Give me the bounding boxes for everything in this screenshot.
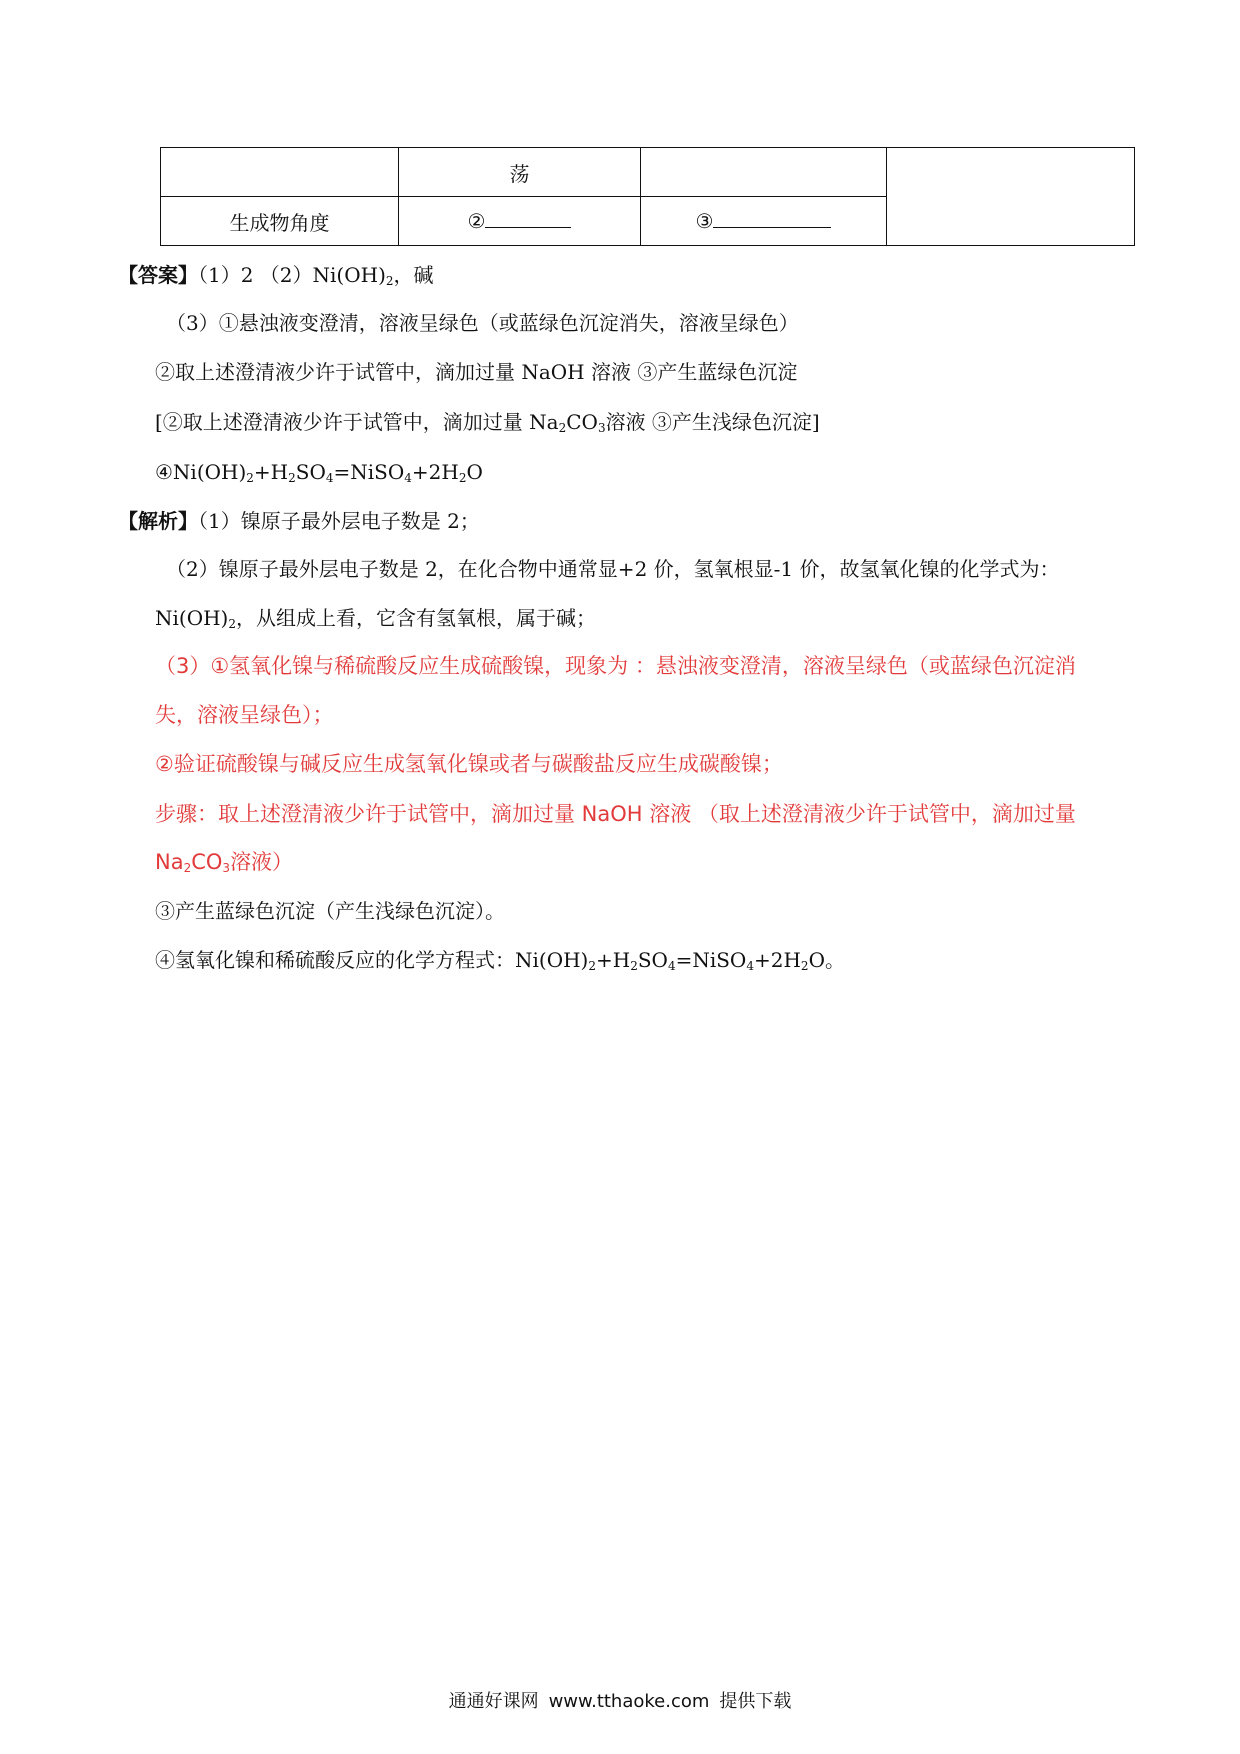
analysis-line-2: （2）镍原子最外层电子数是 2，在化合物中通常显+2 价，氢氧根显-1 价，故氢氧化镍的化学式为：	[166, 557, 1060, 581]
analysis-red-line-4: 步骤：取上述澄清液少许于试管中，滴加过量 NaOH 溶液 （取上述澄清液少许于试管中，滴加过量	[155, 802, 1076, 826]
fill-blank[interactable]	[485, 226, 571, 228]
analysis-line-1: 【解析】（1）镍原子最外层电子数是 2；	[118, 509, 480, 533]
table-cell-blank: ③	[641, 197, 887, 246]
footer-site-name: 通通好课网	[448, 1691, 539, 1712]
table-row	[161, 148, 1135, 197]
analysis-label: 【解析】	[118, 509, 198, 533]
analysis-red-line-5: $Na_2CO_3$溶液）	[155, 850, 294, 875]
answer-line-1: 【答案】（1）2 $(2)Ni(OH)_2$，碱	[118, 263, 434, 288]
page-footer	[0, 1687, 1240, 1713]
table-cell-label: 生成物角度	[161, 197, 399, 246]
answer-line-4: [②取上述澄清液少许于试管中，滴加过量 $Na_2CO_3$溶液 ③产生浅绿色沉淀]	[155, 410, 820, 435]
analysis-line-5: ④氢氧化镍和稀硫酸反应的化学方程式：$Ni(OH)_2+H_2SO_4=NiSO_4+2H_2O$。	[155, 948, 845, 973]
analysis-line-3: $Ni(OH)_2$，从组成上看，它含有氢氧根，属于碱；	[155, 606, 596, 631]
table-cell	[161, 148, 399, 197]
analysis-red-line-1: （3）①氢氧化镍与稀硫酸反应生成硫酸镍，现象为 ：悬浊液变澄清，溶液呈绿色（或蓝绿色沉淀消	[155, 654, 1076, 678]
footer-url-link[interactable]: www.tthaoke.com	[548, 1691, 710, 1712]
footer-download-text: 提供下载	[719, 1691, 792, 1712]
fill-blank[interactable]	[713, 226, 831, 228]
analysis-red-line-2: 失，溶液呈绿色）；	[155, 703, 334, 727]
table-cell	[887, 148, 1135, 246]
analysis-line-4: ③产生蓝绿色沉淀（产生浅绿色沉淀）。	[155, 899, 505, 923]
answer-label: 【答案】	[118, 263, 198, 287]
answer-line-5: $④Ni(OH)_2+H_2SO_4=NiSO_4+2H_2O$	[155, 460, 483, 485]
table-cell: 荡	[399, 148, 641, 197]
table-cell	[641, 148, 887, 197]
analysis-red-line-3: ②验证硫酸镍与碱反应生成氢氧化镍或者与碳酸盐反应生成碳酸镍；	[155, 752, 783, 776]
table-cell-blank: ②	[399, 197, 641, 246]
answer-table	[160, 147, 1135, 246]
answer-line-3: ②取上述澄清液少许于试管中，滴加过量 NaOH 溶液 ③产生蓝绿色沉淀	[155, 360, 798, 384]
answer-line-2: （3）①悬浊液变澄清，溶液呈绿色（或蓝绿色沉淀消失，溶液呈绿色）	[166, 311, 799, 335]
